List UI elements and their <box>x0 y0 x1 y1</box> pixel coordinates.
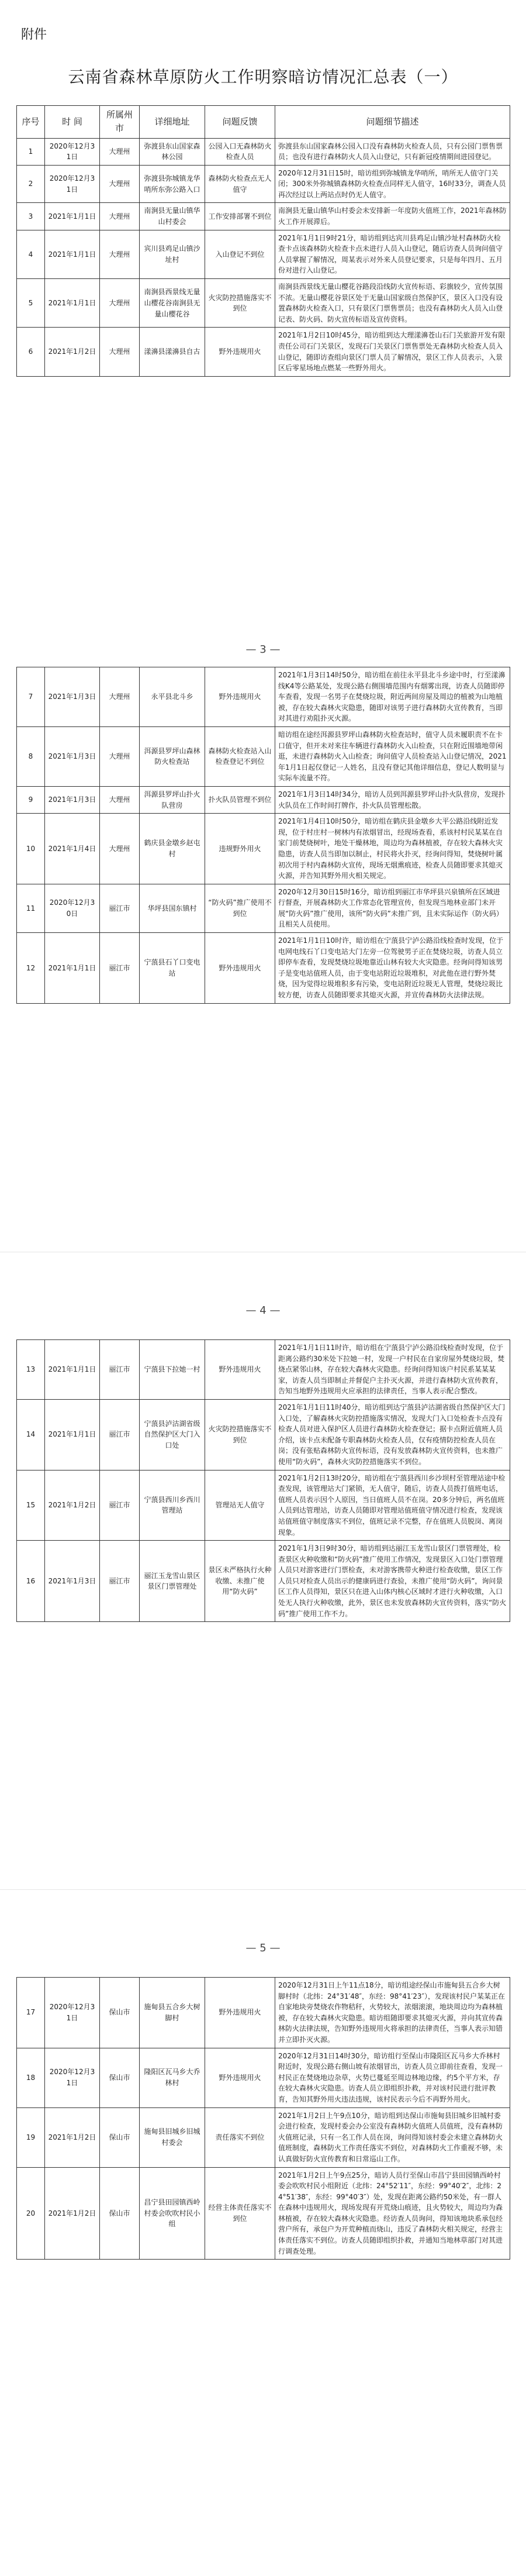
cell-desc: 2020年12月31日上午11点18分，暗访组途经保山市施甸县五合乡大树脚村时（北纬：24°31′48″，东经：98°41′23″），发现该村民户某某正在自家地块旁焚烧农作物秸秆，火势较大，浓烟滚滚，地块周边均为森林植被，存在较大森林火灾隐患。暗访组随即要求其熄灭火源，并向其宣传森林防火法律法规，告知野外违规用火将承担的法律责任，当事人表示知错并立即扑灭火源。 <box>275 1978 510 2048</box>
cell-problem: 森林防火检查点无人值守 <box>205 165 275 203</box>
cell-date: 2021年1月1日 <box>45 230 100 278</box>
cell-no: 13 <box>17 1340 45 1400</box>
cell-no: 11 <box>17 884 45 932</box>
cell-desc: 2020年12月30日15时16分，暗访组到丽江市华坪县兴泉镇所在区域进行督查，开展森林防火工作常态化管理宣传，但发现当地林业部门未开展“防火码”推广使用，该所“防火码”未推广到，且未实际运作（防火码）且相关人员使用。 <box>275 884 510 932</box>
cell-city: 大理州 <box>100 328 140 376</box>
summary-table <box>16 105 510 377</box>
cell-no: 2 <box>17 165 45 203</box>
cell-address: 施甸县旧城乡旧城村委会 <box>140 2107 205 2167</box>
header-city: 所属州市 <box>100 106 140 139</box>
cell-date: 2021年1月1日 <box>45 1399 100 1470</box>
cell-date: 2020年12月31日 <box>45 1978 100 2048</box>
cell-city: 大理州 <box>100 814 140 884</box>
cell-problem: 森林防火检查站入山检查登记不到位 <box>205 726 275 786</box>
cell-address: 南涧县无量山镇华山村委会 <box>140 203 205 230</box>
cell-date: 2021年1月1日 <box>45 203 100 230</box>
cell-no: 9 <box>17 786 45 813</box>
summary-table-continued <box>16 1977 510 2260</box>
cell-city: 大理州 <box>100 786 140 813</box>
header-desc: 问题细节描述 <box>275 106 510 139</box>
cell-problem: 违规野外用火 <box>205 814 275 884</box>
cell-address: 宁蒗县西川乡西川管理站 <box>140 1470 205 1541</box>
cell-no: 12 <box>17 933 45 1004</box>
cell-problem: 入山登记不到位 <box>205 230 275 278</box>
table-row <box>17 165 510 203</box>
table-row <box>17 2107 510 2167</box>
cell-date: 2021年1月2日 <box>45 328 100 376</box>
cell-no: 18 <box>17 2048 45 2107</box>
table-row <box>17 230 510 278</box>
cell-city: 大理州 <box>100 203 140 230</box>
cell-city: 大理州 <box>100 165 140 203</box>
cell-no: 8 <box>17 726 45 786</box>
table-segment-3 <box>16 1339 510 1622</box>
cell-no: 14 <box>17 1399 45 1470</box>
cell-city: 丽江市 <box>100 1541 140 1622</box>
cell-no: 7 <box>17 667 45 727</box>
cell-desc: 2021年1月2日上午9点10分，暗访组到达保山市施甸县旧城乡旧城村委会进行检查，发现村委会办公室没有森林防火值班人员值班，没有森林防火值班记录，只有一名工作人员在岗，询问得知该村委会未建立森林防火值班制度，森林防火工作责任落实不到位，对森林防火工作重视不够，未认真做好防火宣传教育和日常巡山工作。 <box>275 2107 510 2167</box>
cell-date: 2021年1月2日 <box>45 2107 100 2167</box>
table-row <box>17 1978 510 2048</box>
cell-address: 华坪县国东镇村 <box>140 884 205 932</box>
cell-city: 丽江市 <box>100 1340 140 1400</box>
cell-no: 3 <box>17 203 45 230</box>
cell-desc: 2021年1月3日14时34分，暗访人员到洱源县罗坪山扑火队营房，发现扑火队员在工作时间打牌作，扑火队员管理松散。 <box>275 786 510 813</box>
table-row <box>17 328 510 376</box>
table-row <box>17 726 510 786</box>
header-problem: 问题反馈 <box>205 106 275 139</box>
table-row <box>17 279 510 328</box>
cell-desc: 2021年1月1日11时许，暗访组在宁蒗县宁泸公路沿线检查时发现，位于距离公路约30米处下拉她一村，发现一户村民在自家房屋外焚烧垃圾，焚烧点紧邻山林，存在较大森林火灾隐患。经询问得知该户村民系某某某家，访查人员当即制止并督促户主扑灭火源，并进行森林防火宣传教育，告知当地野外违规用火应承担的法律责任，当事人表示配合整改。 <box>275 1340 510 1400</box>
cell-date: 2021年1月1日 <box>45 279 100 328</box>
cell-address: 洱源县罗坪山森林防火检查站 <box>140 726 205 786</box>
cell-date: 2021年1月3日 <box>45 786 100 813</box>
cell-problem: 火灾防控措施落实不到位 <box>205 1399 275 1470</box>
cell-no: 4 <box>17 230 45 278</box>
table-row <box>17 2167 510 2260</box>
cell-problem: 火灾防控措施落实不到位 <box>205 279 275 328</box>
table-row <box>17 814 510 884</box>
cell-city: 大理州 <box>100 726 140 786</box>
cell-date: 2021年1月3日 <box>45 1541 100 1622</box>
cell-address: 宾川县鸡足山镇沙址村 <box>140 230 205 278</box>
cell-desc: 2020年12月31日15时，暗访组到弥城镇龙华哨所，哨所无人值守门关闭；300米外弥城镇森林防火检查点同样无人值守，16时33分，调查人员再次经过以上两站点时仍无人值守。 <box>275 165 510 203</box>
cell-address: 丽江玉龙雪山景区景区门票管理处 <box>140 1541 205 1622</box>
cell-city: 保山市 <box>100 1978 140 2048</box>
cell-date: 2021年1月3日 <box>45 667 100 727</box>
cell-desc: 暗访组在途经洱源县罗坪山森林防火检查站时，值守人员未履职责不在卡口值守，但开未对来往车辆进行森林防火入山检查，只在附近围墙地带闲逛，未进行森林防火入山检查；询问值守人员检查站入山登记情况，2021年1月1日起仅登记一人姓名，且没有登记其他详细信息，登记人数明显与实际车流量不符。 <box>275 726 510 786</box>
cell-date: 2020年12月31日 <box>45 2048 100 2107</box>
cell-date: 2020年12月30日 <box>45 884 100 932</box>
cell-no: 6 <box>17 328 45 376</box>
cell-no: 19 <box>17 2107 45 2167</box>
page-number-4: — 4 — <box>245 1304 281 1317</box>
cell-problem: 公园入口无森林防火检查人员 <box>205 138 275 165</box>
cell-city: 大理州 <box>100 138 140 165</box>
cell-date: 2021年1月2日 <box>45 2167 100 2260</box>
table-segment-1 <box>16 105 510 377</box>
cell-problem: 管理站无人值守 <box>205 1470 275 1541</box>
cell-problem: 景区未严格执行火种收缴、未推广使用“防火码” <box>205 1541 275 1622</box>
cell-date: 2021年1月1日 <box>45 1340 100 1400</box>
cell-city: 大理州 <box>100 279 140 328</box>
cell-desc: 2020年12月31日14时30分，暗访组行至保山市隆阳区瓦马乡大乔林村附近时，发现公路右侧山坡有浓烟冒出，访查人员立即前往查看，发现一村民正在焚烧地边杂草，火势已蔓延至周边林地边缘，约5个平方米，存在较大森林火灾隐患。访查人员立即组织扑救，并对该村民进行批评教育，告知其野外用火违法违规，该村民表示今后不再野外用火。 <box>275 2048 510 2107</box>
cell-address: 宁蒗县下拉她一村 <box>140 1340 205 1400</box>
table-row <box>17 1340 510 1400</box>
cell-address: 弥渡县弥城镇龙华哨所东弥公路入口 <box>140 165 205 203</box>
cell-date: 2020年12月31日 <box>45 165 100 203</box>
cell-problem: 野外违规用火 <box>205 1978 275 2048</box>
cell-city: 丽江市 <box>100 1470 140 1541</box>
header-address: 详细地址 <box>140 106 205 139</box>
summary-table-continued <box>16 1339 510 1622</box>
cell-city: 丽江市 <box>100 884 140 932</box>
cell-no: 1 <box>17 138 45 165</box>
table-row <box>17 2048 510 2107</box>
cell-date: 2021年1月2日 <box>45 1470 100 1541</box>
cell-problem: “防火码”推广使用不到位 <box>205 884 275 932</box>
cell-date: 2020年12月31日 <box>45 138 100 165</box>
cell-date: 2021年1月1日 <box>45 933 100 1004</box>
cell-no: 20 <box>17 2167 45 2260</box>
cell-no: 16 <box>17 1541 45 1622</box>
cell-problem: 野外违规用火 <box>205 933 275 1004</box>
cell-problem: 扑火队员管理不到位 <box>205 786 275 813</box>
cell-no: 17 <box>17 1978 45 2048</box>
cell-problem: 野外违规用火 <box>205 328 275 376</box>
cell-address: 施甸县五合乡大树脚村 <box>140 1978 205 2048</box>
table-header-row <box>17 106 510 139</box>
cell-date: 2021年1月3日 <box>45 726 100 786</box>
table-row <box>17 1399 510 1470</box>
cell-desc: 南涧县无量山镇华山村委会未安排新一年度防火值班工作，2021年森林防火工作开展滞后。 <box>275 203 510 230</box>
page-title: 云南省森林草原防火工作明察暗访情况汇总表（一） <box>68 67 458 87</box>
cell-address: 昌宁县田园镇西岭村委会吹吹村民小组 <box>140 2167 205 2260</box>
cell-city: 丽江市 <box>100 1399 140 1470</box>
cell-address: 宁蒗县石丫口变电站 <box>140 933 205 1004</box>
cell-desc: 2021年1月1日9时21分，暗访组到达宾川县鸡足山镇沙址村森林防火检查卡点该森林防火检查卡点未进行人员入山登记，随后访查人员询问值守人员掌握了解情况，周某表示对外来人员登记要求，只是每年四月、五月份对进行入山登记。 <box>275 230 510 278</box>
table-segment-4 <box>16 1977 510 2260</box>
cell-desc: 2021年1月3日9时30分，暗访组到达丽江玉龙雪山景区门票管理处，检查景区火种收缴和“防火码”推广使用工作情况，发现景区入口处门票管理人员只对游客进行门票检查，未对游客携带火种进行检查收缴，景区工作人员只对检查人员出示的健康码进行查验，未推广使用“防火码”，询问景区工作人员得知，景区只在进入山体内核心区域时才进行火种收缴，入口处无人执行火种收缴，此外，景区也未发放森林防火宣传资料，落实“防火码”推广使用工作不力。 <box>275 1541 510 1622</box>
page-number-5: — 5 — <box>245 1942 281 1954</box>
cell-desc: 2021年1月2日上午9点25分，暗访人员行至保山市昌宁县田园镇西岭村委会吹吹村民小组附近（北纬：24°52′11″，东经：99°40′2″，北纬：24°51′38″，东经：99°40′3″）处，发现在距离公路约50米处，有一群人在森林中违规用火，现场发现有开荒烧山痕迹，且火势较大，周边均为森林植被，存在较大森林火灾隐患。经访查人员询问，得知该地块系承包经营户所有，承包户为开荒种植而烧山，违反了森林防火相关规定，经营主体责任落实不到位。访查人员随即组织扑救，并通知当地林草部门对其进行调查处理。 <box>275 2167 510 2260</box>
cell-problem: 经营主体责任落实不到位 <box>205 2167 275 2260</box>
cell-desc: 2021年1月4日10时50分，暗访组在鹤庆县金墩乡大平公路沿线附近发现，位于村庄村一树林内有浓烟冒出，经现场查看，系该村村民某某在自家门前焚烧树叶，地处干燥林地，周边均为森林植被，存在较大森林火灾隐患，访查人员当即加以制止，村民将火扑灭，经询问得知，焚烧树叶属初次用于村内森林防火宣传，现场无烟熏痕迹，检查人员随即要求其熄灭火源，并告知其野外用火相关规定。 <box>275 814 510 884</box>
attachment-label: 附件 <box>21 27 47 42</box>
table-row <box>17 667 510 727</box>
cell-date: 2021年1月4日 <box>45 814 100 884</box>
cell-address: 漾濞县漾濞县自古 <box>140 328 205 376</box>
page-number-3: — 3 — <box>245 643 281 656</box>
cell-address: 鹤庆县金墩乡赵屯村 <box>140 814 205 884</box>
table-segment-2 <box>16 667 510 1004</box>
cell-no: 15 <box>17 1470 45 1541</box>
cell-desc: 弥渡县东山国家森林公园入口没有森林防火检查人员，只有公园门票售票员；也没有进行森林防火人员入山登记，只有新冠疫情期间进园登记。 <box>275 138 510 165</box>
cell-problem: 责任落实不到位 <box>205 2107 275 2167</box>
cell-desc: 2021年1月2日13时20分，暗访组在宁蒗县西川乡沙坝村至管理站途中检查发现，该管理站大门紧锁，无人值守，随后，访查人员拨打值班电话，值班人员表示因个人原因，当日值班人员不在岗。20多分钟后，两名值班人员到达管理站，访查人员随即对管理站值班值守情况进行检查，发现该站值班值守制度落实不到位，值班记录不完整，存在值班人员脱岗、离岗现象。 <box>275 1470 510 1541</box>
table-row <box>17 138 510 165</box>
cell-city: 保山市 <box>100 2167 140 2260</box>
cell-address: 隆阳区瓦马乡大乔林村 <box>140 2048 205 2107</box>
table-row <box>17 203 510 230</box>
header-no: 序号 <box>17 106 45 139</box>
table-row <box>17 786 510 813</box>
cell-desc: 2021年1月1日11时40分，暗访组到达宁蒗县泸沽湖省级自然保护区大门入口处，了解森林火灾防控措施落实情况，发现大门入口处检查卡点没有检查人员对进入保护区人员进行森林防火检查登记；据卡点附近值班人员介绍，该卡点未配备专职森林防火检查人员，仅有疫情防控检查人员在岗；没有张贴森林防火宣传标语，没有发放森林防火宣传资料，也未推广使用“防火码”，森林火灾防控措施落实不到位。 <box>275 1399 510 1470</box>
cell-city: 大理州 <box>100 667 140 727</box>
table-row <box>17 884 510 932</box>
cell-city: 保山市 <box>100 2048 140 2107</box>
cell-city: 大理州 <box>100 230 140 278</box>
page-break <box>0 1889 526 1890</box>
cell-address: 弥渡县东山国家森林公园 <box>140 138 205 165</box>
cell-city: 保山市 <box>100 2107 140 2167</box>
cell-problem: 野外违规用火 <box>205 2048 275 2107</box>
table-row <box>17 933 510 1004</box>
cell-desc: 2021年1月1日10时许，暗访组在宁蒗县宁泸公路沿线检查时发现，位于电网电线石丫口变电站大门左旁一位驾驶男子正在焚烧垃圾，访查人员立即停车查看，发现焚烧垃圾地靠近山林有较大火灾隐患。经询问得知该男子是变电站值班人员，由于变电站附近垃圾堆积，对此他在进行野外焚烧，因为觉得垃圾堆积多有污染，变电站附近垃圾无人管理，焚烧垃圾比较方便，访查人员随即要求其熄灭火源，并宣传森林防火法律法规。 <box>275 933 510 1004</box>
cell-no: 10 <box>17 814 45 884</box>
cell-problem: 野外违规用火 <box>205 1340 275 1400</box>
cell-address: 宁蒗县泸沽湖省级自然保护区大门入口处 <box>140 1399 205 1470</box>
cell-city: 丽江市 <box>100 933 140 1004</box>
cell-problem: 野外违规用火 <box>205 667 275 727</box>
cell-address: 南涧县西景线无量山樱花谷南涧县无量山樱花谷 <box>140 279 205 328</box>
cell-address: 永平县北斗乡 <box>140 667 205 727</box>
cell-problem: 工作安排部署不到位 <box>205 203 275 230</box>
cell-address: 洱源县罗坪山扑火队营房 <box>140 786 205 813</box>
cell-desc: 2021年1月2日10时45分，暗访组到达大理漾濞苍山石门关旅游开发有限责任公司石门关景区，发现石门关景区门票售票处无森林防火检查人员入山登记，随即访查组向景区门票人员了解情况，景区工作人员表示，入景区后零星场地点燃某一些野外用火。 <box>275 328 510 376</box>
summary-table-continued <box>16 667 510 1004</box>
cell-no: 5 <box>17 279 45 328</box>
header-date: 时 间 <box>45 106 100 139</box>
table-row <box>17 1470 510 1541</box>
cell-desc: 2021年1月3日14时50分，暗访组在前往永平县北斗乡途中时，行至漾濞线K4等公路某处，发现公路右侧围墙范围内有烟雾出现，访查人员随即停车查看，发现一名男子在焚烧垃圾，附近两间房屋及周边的植被为山地植被，存在较大森林火灾隐患，随即对该男子进行森林防火宣传教育，当即对其进行劝阻扑灭火源。 <box>275 667 510 727</box>
table-row <box>17 1541 510 1622</box>
cell-desc: 南涧县西景线无量山樱花谷路段沿线防火宣传标语、彩旗较少，宣传氛围不浓。无量山樱花谷景区处于无量山国家级自然保护区，景区入口没有设置森林防火检查入口，只有景区门票售票员；也没有森林防火人员入山登记表、防火码、防火宣传标语及宣传资料。 <box>275 279 510 328</box>
